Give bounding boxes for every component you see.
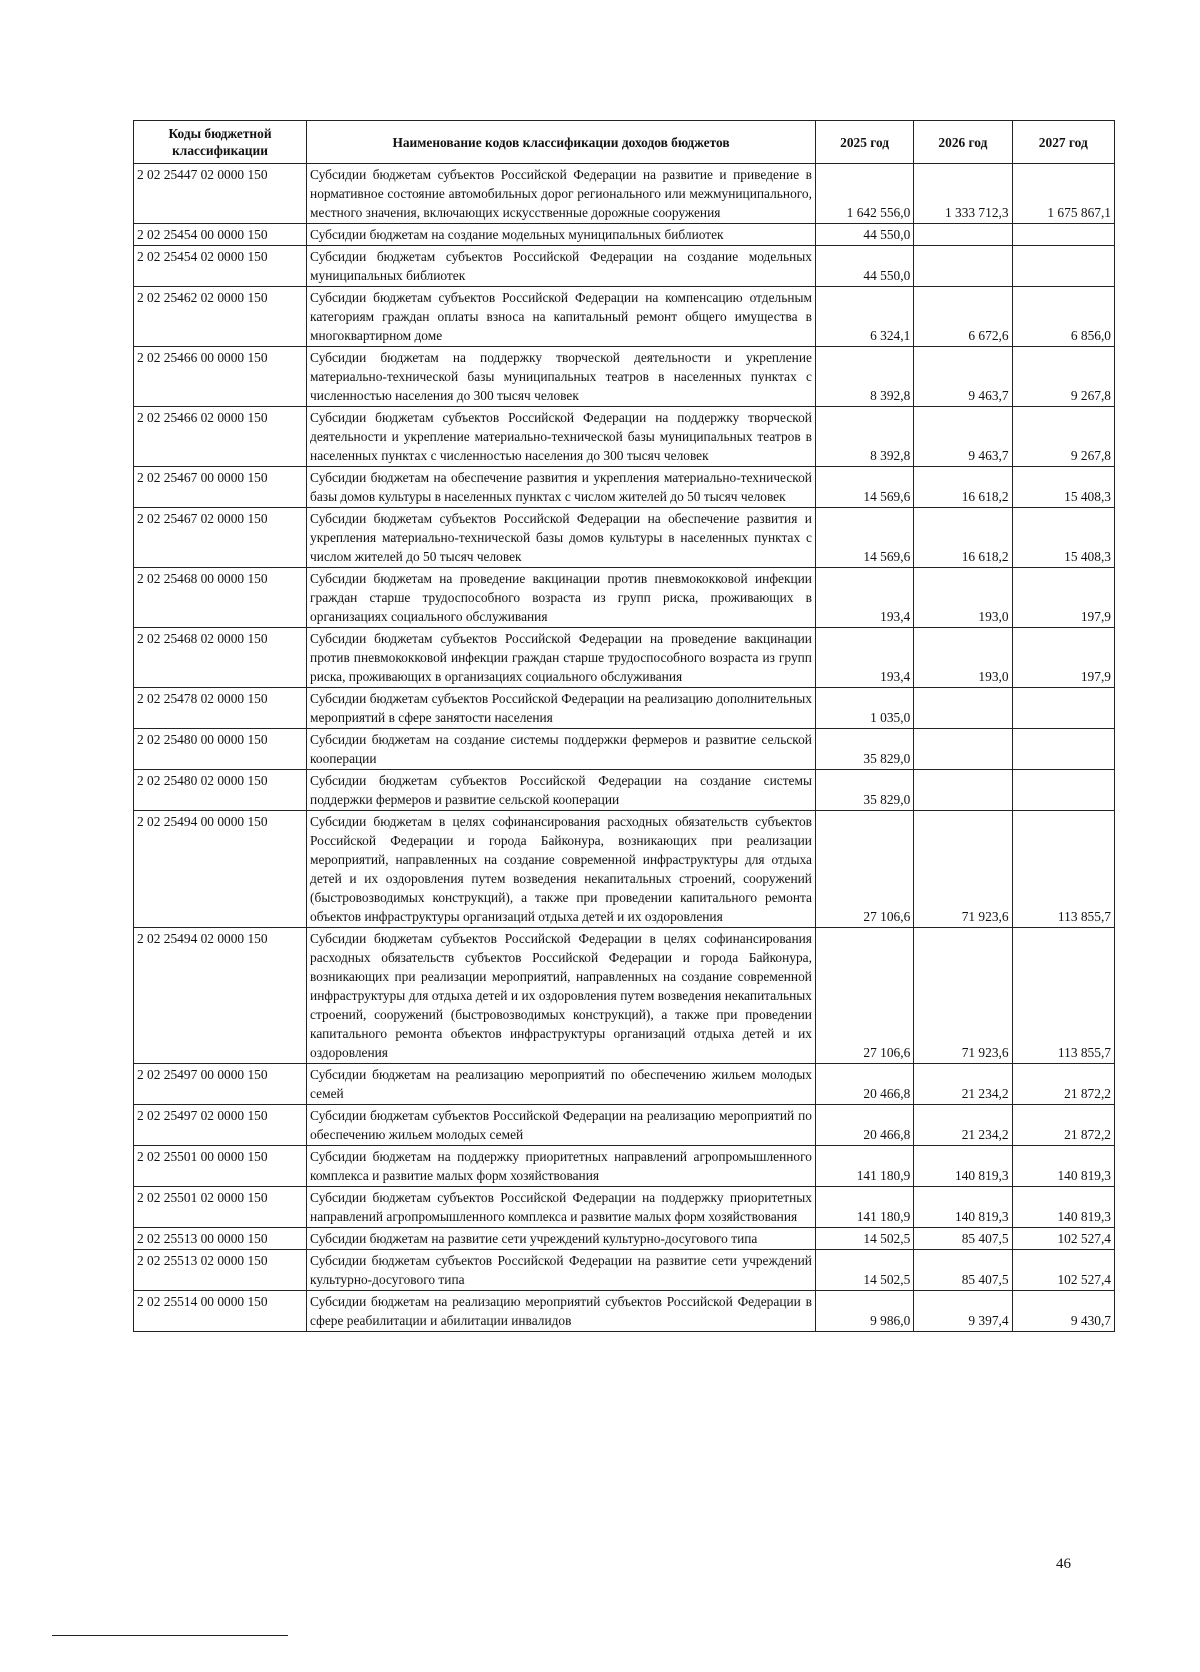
name-cell: Субсидии бюджетам на проведение вакцинации против пневмококковой инфекции граждан старше трудоспособного возраста из групп риска, проживающих в организациях социального обслуживания <box>307 568 816 628</box>
table-row <box>134 1250 1115 1291</box>
value-2027-cell: 6 856,0 <box>1012 287 1114 347</box>
value-2025-cell: 8 392,8 <box>815 347 913 407</box>
value-2027-cell: 15 408,3 <box>1012 467 1114 508</box>
value-2026-cell: 85 407,5 <box>914 1250 1012 1291</box>
value-2026-cell <box>914 246 1012 287</box>
value-2027-cell: 9 267,8 <box>1012 347 1114 407</box>
table-row <box>134 508 1115 568</box>
value-2027-cell: 140 819,3 <box>1012 1187 1114 1228</box>
value-2027-cell <box>1012 246 1114 287</box>
value-2025-cell: 14 569,6 <box>815 467 913 508</box>
value-2026-cell: 6 672,6 <box>914 287 1012 347</box>
header-2026: 2026 год <box>914 121 1012 164</box>
value-2027-cell <box>1012 770 1114 811</box>
value-2027-cell: 197,9 <box>1012 628 1114 688</box>
code-cell: 2 02 25467 02 0000 150 <box>134 508 307 568</box>
code-cell: 2 02 25478 02 0000 150 <box>134 688 307 729</box>
table-body <box>134 164 1115 1332</box>
value-2026-cell <box>914 224 1012 246</box>
name-cell: Субсидии бюджетам субъектов Российской Федерации на проведение вакцинации против пневмококковой инфекции граждан старше трудоспособного возраста из групп риска, проживающих в организациях социального обслуживания <box>307 628 816 688</box>
code-cell: 2 02 25454 00 0000 150 <box>134 224 307 246</box>
value-2026-cell: 21 234,2 <box>914 1105 1012 1146</box>
value-2026-cell: 85 407,5 <box>914 1228 1012 1250</box>
value-2027-cell: 9 267,8 <box>1012 407 1114 467</box>
value-2026-cell: 140 819,3 <box>914 1187 1012 1228</box>
code-cell: 2 02 25513 00 0000 150 <box>134 1228 307 1250</box>
value-2026-cell: 9 463,7 <box>914 347 1012 407</box>
value-2026-cell: 1 333 712,3 <box>914 164 1012 224</box>
value-2026-cell: 16 618,2 <box>914 508 1012 568</box>
table-row <box>134 1228 1115 1250</box>
table-row <box>134 407 1115 467</box>
table-row <box>134 347 1115 407</box>
name-cell: Субсидии бюджетам на реализацию мероприятий субъектов Российской Федерации в сфере реабилитации и абилитации инвалидов <box>307 1291 816 1332</box>
value-2025-cell: 35 829,0 <box>815 770 913 811</box>
name-cell: Субсидии бюджетам субъектов Российской Федерации на поддержку приоритетных направлений агропромышленного комплекса и развитие малых форм хозяйствования <box>307 1187 816 1228</box>
value-2027-cell: 15 408,3 <box>1012 508 1114 568</box>
table-row <box>134 246 1115 287</box>
table-row <box>134 628 1115 688</box>
name-cell: Субсидии бюджетам на обеспечение развития и укрепления материально-технической базы домов культуры в населенных пунктах с числом жителей до 50 тысяч человек <box>307 467 816 508</box>
code-cell: 2 02 25466 00 0000 150 <box>134 347 307 407</box>
name-cell: Субсидии бюджетам на развитие сети учреждений культурно-досугового типа <box>307 1228 816 1250</box>
name-cell: Субсидии бюджетам субъектов Российской Федерации на развитие и приведение в нормативное состояние автомобильных дорог регионального или межмуниципального, местного значения, включающих искусственные дорожные сооружения <box>307 164 816 224</box>
name-cell: Субсидии бюджетам субъектов Российской Федерации в целях софинансирования расходных обязательств субъектов Российской Федерации и города Байконура, возникающих при реализации мероприятий, направленных на создание современной инфраструктуры для отдыха детей и их оздоровления путем возведения некапитальных строений, сооружений (быстровозводимых конструкций), а также при проведении капитального ремонта объектов инфраструктуры организаций отдыха детей и их оздоровления <box>307 928 816 1064</box>
value-2025-cell: 44 550,0 <box>815 224 913 246</box>
value-2025-cell: 1 035,0 <box>815 688 913 729</box>
value-2025-cell: 6 324,1 <box>815 287 913 347</box>
value-2027-cell: 21 872,2 <box>1012 1064 1114 1105</box>
value-2025-cell: 27 106,6 <box>815 811 913 928</box>
name-cell: Субсидии бюджетам в целях софинансирования расходных обязательств субъектов Российской Федерации и города Байконура, возникающих при реализации мероприятий, направленных на создание современной инфраструктуры для отдыха детей и их оздоровления путем возведения некапитальных строений, сооружений (быстровозводимых конструкций), а также при проведении капитального ремонта объектов инфраструктуры организаций отдыха детей и их оздоровления <box>307 811 816 928</box>
code-cell: 2 02 25480 00 0000 150 <box>134 729 307 770</box>
value-2026-cell: 193,0 <box>914 568 1012 628</box>
code-cell: 2 02 25497 00 0000 150 <box>134 1064 307 1105</box>
value-2025-cell: 35 829,0 <box>815 729 913 770</box>
value-2025-cell: 141 180,9 <box>815 1187 913 1228</box>
value-2026-cell: 71 923,6 <box>914 928 1012 1064</box>
value-2026-cell: 71 923,6 <box>914 811 1012 928</box>
value-2027-cell: 21 872,2 <box>1012 1105 1114 1146</box>
table-row <box>134 770 1115 811</box>
header-name: Наименование кодов классификации доходов бюджетов <box>307 121 816 164</box>
header-2027: 2027 год <box>1012 121 1114 164</box>
value-2025-cell: 27 106,6 <box>815 928 913 1064</box>
value-2027-cell <box>1012 224 1114 246</box>
table-row <box>134 811 1115 928</box>
value-2026-cell <box>914 729 1012 770</box>
code-cell: 2 02 25468 02 0000 150 <box>134 628 307 688</box>
value-2027-cell <box>1012 729 1114 770</box>
value-2025-cell: 20 466,8 <box>815 1105 913 1146</box>
table-row <box>134 1064 1115 1105</box>
code-cell: 2 02 25467 00 0000 150 <box>134 467 307 508</box>
budget-revenue-table <box>133 120 1115 1332</box>
value-2027-cell: 102 527,4 <box>1012 1250 1114 1291</box>
value-2027-cell: 113 855,7 <box>1012 811 1114 928</box>
value-2025-cell: 193,4 <box>815 568 913 628</box>
table-row <box>134 224 1115 246</box>
name-cell: Субсидии бюджетам субъектов Российской Федерации на обеспечение развития и укрепления материально-технической базы домов культуры в населенных пунктах с числом жителей до 50 тысяч человек <box>307 508 816 568</box>
code-cell: 2 02 25454 02 0000 150 <box>134 246 307 287</box>
name-cell: Субсидии бюджетам субъектов Российской Федерации на создание системы поддержки фермеров и развитие сельской кооперации <box>307 770 816 811</box>
table-header-row <box>134 121 1115 164</box>
header-code: Коды бюджетной классификации <box>134 121 307 164</box>
value-2025-cell: 14 502,5 <box>815 1250 913 1291</box>
value-2025-cell: 14 502,5 <box>815 1228 913 1250</box>
value-2026-cell <box>914 688 1012 729</box>
table-row <box>134 467 1115 508</box>
value-2025-cell: 14 569,6 <box>815 508 913 568</box>
value-2025-cell: 8 392,8 <box>815 407 913 467</box>
value-2025-cell: 193,4 <box>815 628 913 688</box>
table-row <box>134 1291 1115 1332</box>
code-cell: 2 02 25513 02 0000 150 <box>134 1250 307 1291</box>
value-2025-cell: 20 466,8 <box>815 1064 913 1105</box>
value-2027-cell: 140 819,3 <box>1012 1146 1114 1187</box>
name-cell: Субсидии бюджетам субъектов Российской Федерации на компенсацию отдельным категориям граждан оплаты взноса на капитальный ремонт общего имущества в многоквартирном доме <box>307 287 816 347</box>
value-2025-cell: 141 180,9 <box>815 1146 913 1187</box>
name-cell: Субсидии бюджетам субъектов Российской Федерации на реализацию дополнительных мероприятий в сфере занятости населения <box>307 688 816 729</box>
table-row <box>134 928 1115 1064</box>
value-2026-cell: 193,0 <box>914 628 1012 688</box>
value-2027-cell: 113 855,7 <box>1012 928 1114 1064</box>
name-cell: Субсидии бюджетам на реализацию мероприятий по обеспечению жильем молодых семей <box>307 1064 816 1105</box>
value-2026-cell <box>914 770 1012 811</box>
table-row <box>134 164 1115 224</box>
value-2026-cell: 140 819,3 <box>914 1146 1012 1187</box>
value-2025-cell: 1 642 556,0 <box>815 164 913 224</box>
name-cell: Субсидии бюджетам на поддержку творческой деятельности и укрепление материально-технической базы муниципальных театров в населенных пунктах с численностью населения до 300 тысяч человек <box>307 347 816 407</box>
table-row <box>134 729 1115 770</box>
value-2026-cell: 9 463,7 <box>914 407 1012 467</box>
value-2026-cell: 9 397,4 <box>914 1291 1012 1332</box>
value-2027-cell: 1 675 867,1 <box>1012 164 1114 224</box>
name-cell: Субсидии бюджетам субъектов Российской Федерации на реализацию мероприятий по обеспечению жильем молодых семей <box>307 1105 816 1146</box>
code-cell: 2 02 25497 02 0000 150 <box>134 1105 307 1146</box>
footnote-divider <box>52 1635 288 1636</box>
value-2025-cell: 9 986,0 <box>815 1291 913 1332</box>
code-cell: 2 02 25501 00 0000 150 <box>134 1146 307 1187</box>
code-cell: 2 02 25468 00 0000 150 <box>134 568 307 628</box>
page-number: 46 <box>1056 1556 1071 1572</box>
code-cell: 2 02 25462 02 0000 150 <box>134 287 307 347</box>
name-cell: Субсидии бюджетам на создание системы поддержки фермеров и развитие сельской кооперации <box>307 729 816 770</box>
name-cell: Субсидии бюджетам субъектов Российской Федерации на развитие сети учреждений культурно-досугового типа <box>307 1250 816 1291</box>
value-2027-cell: 9 430,7 <box>1012 1291 1114 1332</box>
code-cell: 2 02 25501 02 0000 150 <box>134 1187 307 1228</box>
name-cell: Субсидии бюджетам на поддержку приоритетных направлений агропромышленного комплекса и развитие малых форм хозяйствования <box>307 1146 816 1187</box>
value-2026-cell: 21 234,2 <box>914 1064 1012 1105</box>
value-2025-cell: 44 550,0 <box>815 246 913 287</box>
table-row <box>134 568 1115 628</box>
table-row <box>134 1105 1115 1146</box>
code-cell: 2 02 25494 00 0000 150 <box>134 811 307 928</box>
code-cell: 2 02 25466 02 0000 150 <box>134 407 307 467</box>
name-cell: Субсидии бюджетам на создание модельных муниципальных библиотек <box>307 224 816 246</box>
table-row <box>134 287 1115 347</box>
value-2027-cell: 197,9 <box>1012 568 1114 628</box>
value-2026-cell: 16 618,2 <box>914 467 1012 508</box>
value-2027-cell: 102 527,4 <box>1012 1228 1114 1250</box>
name-cell: Субсидии бюджетам субъектов Российской Федерации на создание модельных муниципальных библиотек <box>307 246 816 287</box>
name-cell: Субсидии бюджетам субъектов Российской Федерации на поддержку творческой деятельности и укрепление материально-технической базы муниципальных театров в населенных пунктах с численностью населения до 300 тысяч человек <box>307 407 816 467</box>
table-row <box>134 1146 1115 1187</box>
code-cell: 2 02 25494 02 0000 150 <box>134 928 307 1064</box>
code-cell: 2 02 25514 00 0000 150 <box>134 1291 307 1332</box>
table-row <box>134 1187 1115 1228</box>
code-cell: 2 02 25447 02 0000 150 <box>134 164 307 224</box>
header-2025: 2025 год <box>815 121 913 164</box>
value-2027-cell <box>1012 688 1114 729</box>
table-row <box>134 688 1115 729</box>
code-cell: 2 02 25480 02 0000 150 <box>134 770 307 811</box>
